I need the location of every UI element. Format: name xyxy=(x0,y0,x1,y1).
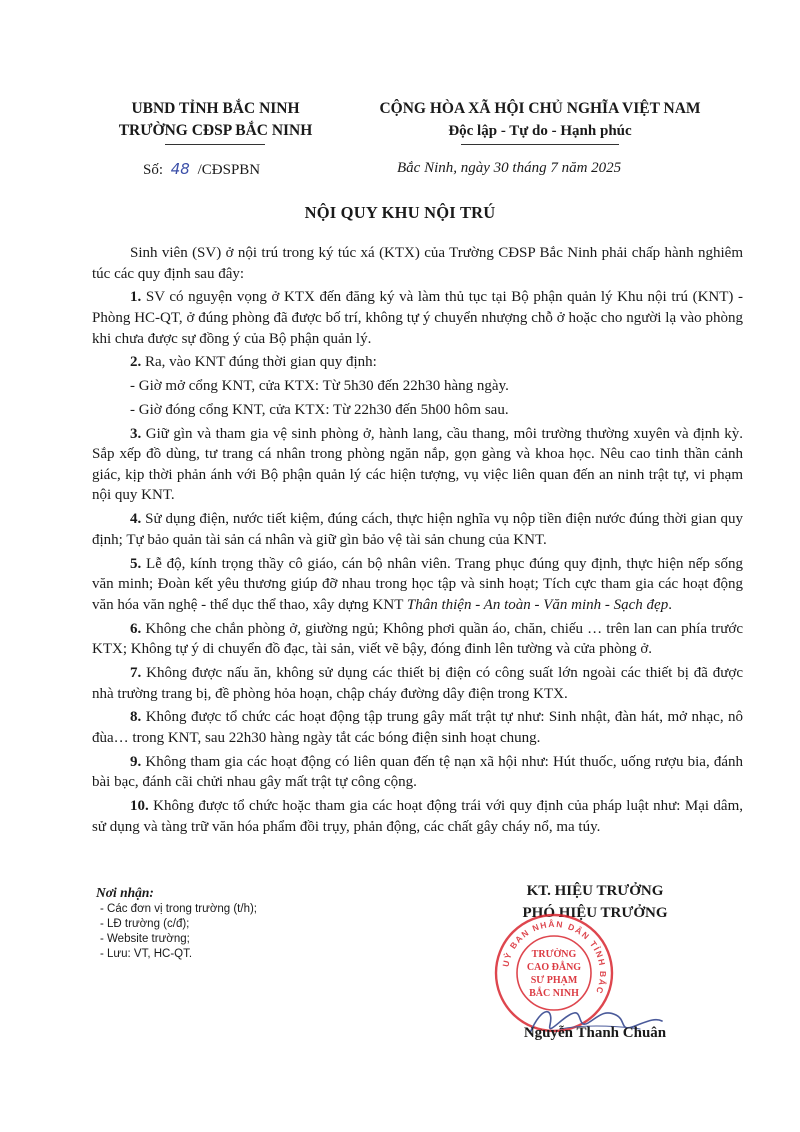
recipient-item: - Các đơn vị trong trường (t/h); xyxy=(100,903,257,915)
recipients-block xyxy=(96,885,376,962)
rule-number: 1. xyxy=(130,289,142,306)
rule-5-slogan: Thân thiện - An toàn - Văn minh - Sạch đẹp xyxy=(406,596,669,613)
rule-2-open-hours: - Giờ mở cổng KNT, cửa KTX: Từ 5h30 đến 22h30 hàng ngày. xyxy=(130,378,509,395)
seal-line-1: TRƯỜNG xyxy=(531,949,577,960)
motto-underline xyxy=(461,144,619,145)
seal-line-2: CAO ĐẲNG xyxy=(526,962,582,973)
rule-text: Không che chắn phòng ở, giường ngủ; Không phơi quần áo, chăn, chiếu … trên lan can phía trước KTX; Không tự ý di chuyển đồ đạc, tài sản, viết vẽ bậy, đóng đinh lên tường và cửa phòng ở. xyxy=(92,620,744,658)
document-body xyxy=(92,243,743,840)
rule-text: Sử dụng điện, nước tiết kiệm, đúng cách, thực hiện nghĩa vụ nộp tiền điện nước đúng thời gian quy định; Tự bảo quản tài sản cá nhân và giữ gìn bảo vệ tài sản chung của KNT. xyxy=(92,511,743,548)
rule-text: Không được tổ chức các hoạt động tập trung gây mất trật tự như: Sinh nhật, đàn hát, mở nhạc, nô đùa… trong KNT, sau 22h30 hàng ngày tắt các bóng điện sinh hoạt chung. xyxy=(92,709,744,746)
rule-number: 8. xyxy=(130,709,142,726)
national-heading xyxy=(350,98,730,142)
rule-text: Không tham gia các hoạt động có liên quan đến tệ nạn xã hội như: Hút thuốc, uống rượu bia, đánh bài bạc, đánh cãi chửi nhau gây mất trật tự công cộng. xyxy=(92,753,743,791)
rule-number: 2. xyxy=(130,354,142,371)
rule-9 xyxy=(92,752,743,793)
issuer-underline xyxy=(165,144,265,145)
document-date: Bắc Ninh, ngày 30 tháng 7 năm 2025 xyxy=(397,160,622,176)
seal-line-3: SƯ PHẠM xyxy=(530,975,578,986)
signer-name: Nguyễn Thanh Chuân xyxy=(523,1025,667,1041)
document-number xyxy=(143,160,260,179)
rule-text: Giữ gìn và tham gia vệ sinh phòng ở, hành lang, cầu thang, môi trường thường xuyên và định kỳ. Sắp xếp đồ dùng, tư trang cá nhân trong phòng ngăn nắp, gọn gàng và khoa học. Nêu cao tinh thần cảnh giác, kịp thời phản ánh với Bộ phận quản lý các hiện tượng, vụ việc liên quan đến an ninh trật tự, vi phạm nội quy KNT. xyxy=(92,425,744,504)
rule-1 xyxy=(92,287,743,349)
rule-7 xyxy=(92,663,743,704)
rule-number: 9. xyxy=(130,753,142,770)
rule-number: 3. xyxy=(130,425,142,442)
recipients-title: Nơi nhận: xyxy=(96,885,154,900)
rule-number: 5. xyxy=(130,555,142,572)
recipient-item: - Lưu: VT, HC-QT. xyxy=(100,948,193,960)
seal-ring-text: UỶ BAN NHÂN DÂN TỈNH BẮC xyxy=(500,918,609,997)
rule-text: Lễ độ, kính trọng thầy cô giáo, cán bộ nhân viên. Trang phục đúng quy định, thực hiện nếp sống văn minh; Đoàn kết yêu thương giúp đỡ nhau trong học tập và sinh hoạt; Tích cực tham gia các hoạt động văn hóa văn nghệ - thể dục thể thao, xây dựng KNT xyxy=(92,555,744,613)
document-number-value: 48 xyxy=(170,160,190,178)
rule-5-end: . xyxy=(668,596,672,613)
rule-10 xyxy=(92,796,743,837)
rule-2-close-hours: - Giờ đóng cổng KNT, cửa KTX: Từ 22h30 đến 5h00 hôm sau. xyxy=(130,401,509,418)
rule-8 xyxy=(92,707,743,748)
document-number-label: Số: xyxy=(143,162,164,178)
national-title: CỘNG HÒA XÃ HỘI CHỦ NGHĨA VIỆT NAM xyxy=(379,100,701,117)
rule-number: 7. xyxy=(130,664,142,681)
rule-3 xyxy=(92,424,743,506)
rule-text: SV có nguyện vọng ở KTX đến đăng ký và làm thủ tục tại Bộ phận quản lý Khu nội trú (KNT) - Phòng HC-QT, ở đúng phòng đã được bố trí, không tự ý chuyển nhượng chỗ ở hoặc cho người lạ vào phòng khi chưa được sự đồng ý của Bộ phận quản lý. xyxy=(92,289,743,347)
recipient-item: - LĐ trường (c/đ); xyxy=(100,918,190,930)
rule-2 xyxy=(92,352,743,373)
intro-paragraph: Sinh viên (SV) ở nội trú trong ký túc xá (KTX) của Trường CĐSP Bắc Ninh phải chấp hành nghiêm túc các quy định sau đây: xyxy=(92,245,743,282)
seal-line-4: BẮC NINH xyxy=(529,988,579,999)
rule-number: 10. xyxy=(130,798,149,815)
signer-title: PHÓ HIỆU TRƯỞNG xyxy=(522,905,668,921)
recipient-item: - Website trường; xyxy=(100,933,190,945)
document-number-suffix: /CĐSPBN xyxy=(197,162,261,178)
rule-text: Ra, vào KNT đúng thời gian quy định: xyxy=(145,354,377,371)
rule-5 xyxy=(92,554,743,616)
rule-number: 4. xyxy=(130,511,142,528)
issuer-block xyxy=(108,98,323,142)
document-title: NỘI QUY KHU NỘI TRÚ xyxy=(304,203,496,222)
national-motto: Độc lập - Tự do - Hạnh phúc xyxy=(448,123,632,139)
rule-4 xyxy=(92,509,743,550)
rule-6 xyxy=(92,619,743,660)
rule-text: Không được nấu ăn, không sử dụng các thiết bị điện có công suất lớn ngoài các thiết bị đã được nhà trường trang bị, đề phòng hỏa hoạn, chập cháy đường dây điện trong KTX. xyxy=(92,664,744,702)
rule-text: Không được tổ chức hoặc tham gia các hoạt động trái với quy định của pháp luật như: Mại dâm, sử dụng và tàng trữ văn hóa phẩm đồi trụy, phản động, các chất gây cháy nổ, ma túy. xyxy=(92,798,744,835)
signer-authority: KT. HIỆU TRƯỞNG xyxy=(526,883,664,899)
rule-number: 6. xyxy=(130,620,142,637)
issuer-authority: UBND TỈNH BẮC NINH xyxy=(131,100,300,117)
issuer-school: TRƯỜNG CĐSP BẮC NINH xyxy=(118,122,313,139)
